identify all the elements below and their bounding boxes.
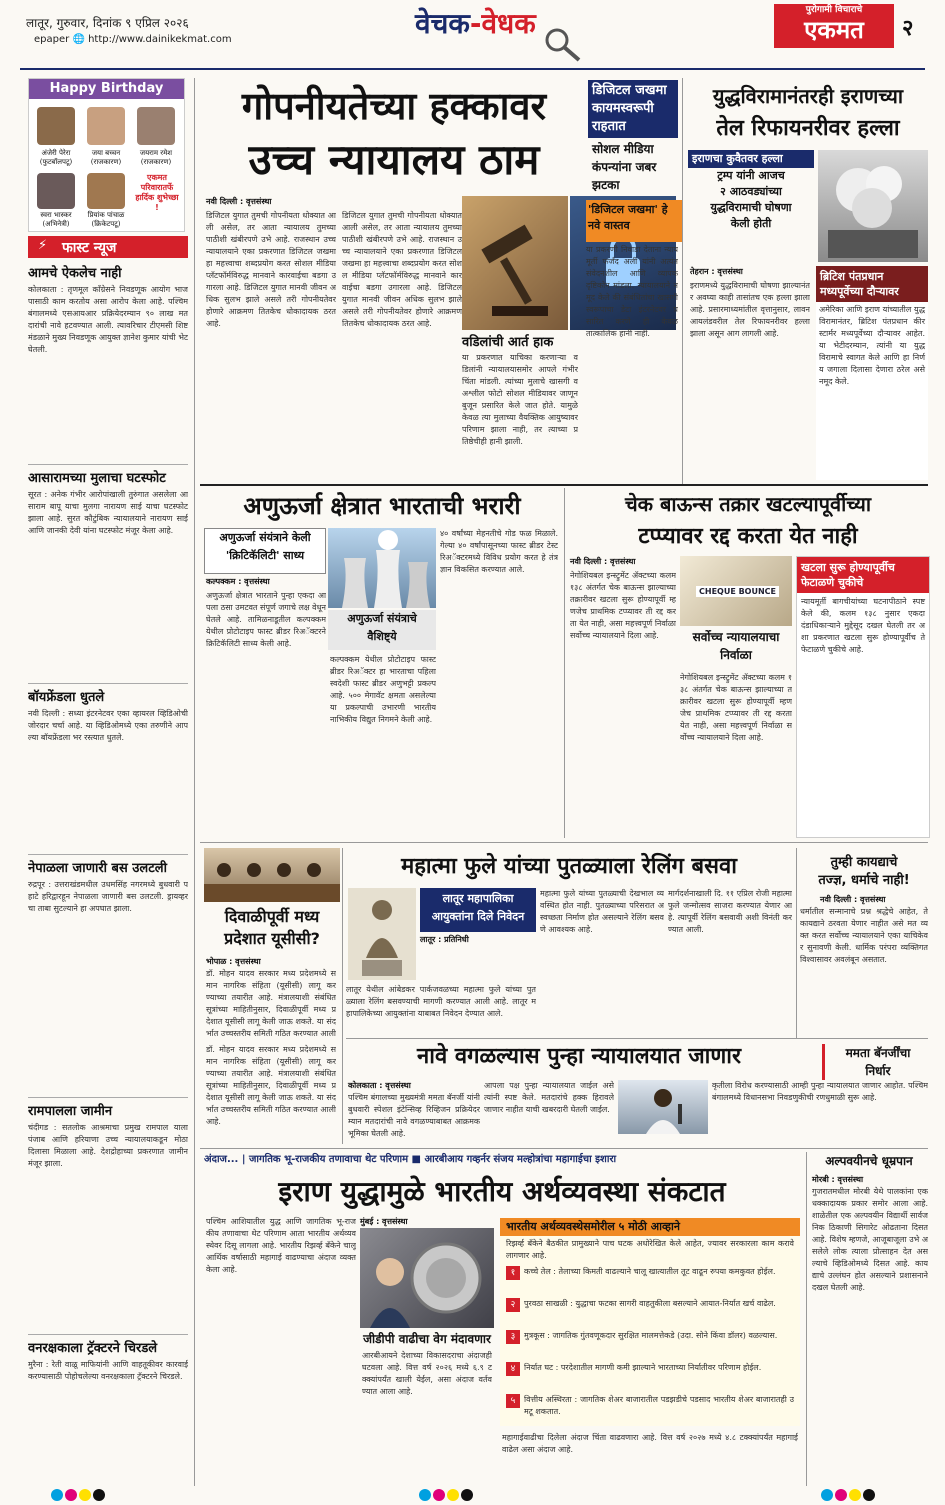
challenge-number: १ — [506, 1266, 520, 1280]
website-link[interactable]: http://www.dainikekmat.com — [88, 34, 232, 45]
globe-icon: 🌐 — [72, 34, 85, 45]
challenge-number: ५ — [506, 1394, 520, 1408]
cheque-col1: नेगोशियबल इन्स्ट्रुमेंट ॲक्टच्या कलम १३८ अंतर्गत चेक बाऊन्स झाल्याच्या तक्रारीवर खटला सुरू होण्यापूर्वी म्हणजेच प्राथमिक टप्प्यावर ती रद्द करता येत नाही, असा महत्त्वपूर्ण निर्वाळा सर्वोच्च न्यायालयाने दिला आहे. — [570, 571, 676, 640]
challenge-text: मुत्रकूस : जागतिक गुंतवणूकदार सुरक्षित मालमत्तेकडे (उदा. सोने किंवा डॉलर) वळल्यास. — [524, 1331, 778, 1340]
law-headline-line1: तुम्ही कायद्याचे — [830, 855, 898, 870]
registration-mark — [447, 1489, 459, 1501]
birthday-panel — [28, 78, 185, 232]
highlight-line: केली होती — [730, 217, 772, 230]
cheque-photo — [680, 556, 792, 626]
uk-pm-box — [816, 266, 928, 480]
kicker-line: डिजिटल जखमा — [592, 83, 667, 98]
features-line2: वैशिष्ट्ये — [367, 630, 397, 643]
lead-headline — [204, 80, 584, 188]
challenge-text: कच्चे तेल : तेलाच्या किमती वाढल्याने चालू खात्यातील तूट वाढून रुपया कमकुवत होईल. — [524, 1267, 776, 1276]
cheque-col2: नेगोशियबल इन्स्ट्रुमेंट ॲक्टच्या कलम १३८ अंतर्गत चेक बाऊन्स झाल्याच्या तक्रारीवर खटला सुरू होण्यापूर्वी म्हणजेच प्राथमिक टप्प्यावर ती रद्द करता येत नाही, असा महत्त्वपूर्ण निर्वाळा सर्वोच्च न्यायालयाने दिला आहे. — [680, 673, 792, 742]
iran-headline-line1: युद्धविरामानंतरही इराणच्या — [712, 84, 904, 108]
sc-verdict — [680, 628, 792, 668]
phule-col3: मार्गदर्शनाखाली दि. ११ एप्रिल रोजी महात्मा फुले जन्मोत्सव साजरा करण्यात येणार आहे. त्यापूर्वी रेलिंग बसवावी अशी विनंती करण्यात आली. — [668, 889, 792, 934]
nuclear-dateline: कल्पक्कम : वृत्तसंस्था — [206, 577, 270, 586]
phule-sub-line1: लातूर महापालिका — [442, 892, 514, 905]
tagline: पुरोगामी विचाराचे — [805, 5, 863, 15]
avatar — [87, 173, 125, 209]
challenges-title: भारतीय अर्थव्यवस्थेसमोरील ५ मोठी आव्हाने — [500, 1218, 800, 1236]
registration-mark — [51, 1489, 63, 1501]
magnifier-icon — [543, 28, 583, 64]
side-note-line: झटका — [592, 178, 620, 192]
ucc-dateline: भोपाळ : वृत्तसंस्था — [206, 957, 261, 966]
challenge-number: २ — [506, 1298, 520, 1312]
gdp-text: आरबीआयने देशाच्या विकासदराचा अंदाजही घटवला आहे. वित्त वर्ष २०२६ मध्ये ६.९ टक्क्यांपर्यंत खाली येईल, असा अंदाज वर्तवण्यात आला आहे. — [362, 1351, 492, 1396]
news-headline: बॉयफ्रेंडला धुतले — [28, 690, 105, 705]
phule-col2: महात्मा फुले यांच्या पुतळ्याची देखभाल व्यवस्थित होत नाही. पुतळ्याच्या परिसरात अस्वच्छता निर्माण होत असल्याने रेलिंग बसवणे आवश्यक आहे. — [540, 889, 664, 934]
challenge-text: वित्तीय अस्थिरता : जागतिक शेअर बाजारातील पडझडीचे पडसाद भारतीय शेअर बाजारातही उमटू शकतात. — [524, 1395, 794, 1416]
economy-bottom: महागाईवाढीचा दिलेला अंदाज चिंता वाढवणारा आहे. वित्त वर्ष २०२७ मध्ये ४.८ टक्क्यांपर्यंत महागाई वाढेल असा अंदाज आहे. — [502, 1433, 798, 1454]
side-note-line: सोशल मीडिया — [592, 142, 654, 156]
registration-mark — [433, 1489, 445, 1501]
registration-mark — [863, 1489, 875, 1501]
list-item — [28, 859, 188, 1098]
gavel-icon — [462, 196, 568, 330]
fast-news-header — [28, 236, 188, 258]
cheque-box-text: न्यायमूर्ती बागचीयांच्या घटनापीठाने स्पष्ट केले की, कलम १३८ नुसार एकदा दंडाधिकाऱ्याने मुद्देसूद दखल घेतली तर अशा प्रकरणात खटला सुरू होण्यापूर्वीच ते फेटाळणे चुकीचे आहे. — [801, 597, 925, 654]
challenge-number: ४ — [506, 1362, 520, 1376]
challenge-row — [506, 1298, 794, 1328]
lead-photo-caption: वडिलांची आर्त हाक — [462, 335, 554, 350]
iran-sub — [688, 150, 814, 262]
cheque-headline-line2: टप्प्यावर रद्द करता येत नाही — [638, 524, 858, 549]
economy-dateline: मुंबई : वृत्तसंस्था — [360, 1217, 408, 1226]
people-icon — [204, 848, 340, 902]
avatar — [87, 107, 125, 145]
person-name: स्वरा भास्कर — [40, 211, 72, 219]
rbi-photo — [360, 1228, 494, 1328]
lead-dateline: नवी दिल्ली : वृत्तसंस्था — [206, 197, 272, 206]
news-text: चंदीगड : सतलोक आश्रमाचा प्रमुख रामपाल याला पंजाब आणि हरियाणा उच्च न्यायालयाकडून मोठा दिलासा मिळाला आहे. देशद्रोहाच्या प्रकरणात जामीन मंजूर झाला. — [28, 1123, 188, 1168]
birthday-title: Happy Birthday — [29, 79, 184, 99]
phule-dateline: लातूर : प्रतिनिधी — [420, 935, 469, 944]
kicker-line: कायमस्वरूपी — [592, 101, 654, 116]
fast-news-title: फास्ट न्यूज — [62, 240, 117, 256]
list-item — [28, 688, 188, 855]
news-headline: नेपाळला जाणारी बस उलटली — [28, 861, 167, 876]
highlight-line: युद्धविरामाची घोषणा — [710, 201, 792, 214]
cheque-headline-line1: चेक बाऊन्स तक्रार खटल्यापूर्वीच्या — [624, 492, 872, 516]
registration-mark — [849, 1489, 861, 1501]
registration-marks-left — [50, 1486, 106, 1505]
challenge-row — [506, 1362, 794, 1392]
mamata-dateline: कोलकाता : वृत्तसंस्था — [348, 1081, 411, 1090]
masthead — [774, 4, 894, 48]
challenge-number: ३ — [506, 1330, 520, 1344]
mamata-side-line2: निर्धार — [865, 1064, 891, 1078]
registration-marks-center — [418, 1486, 474, 1505]
person-role: (फुटबॉलपटू) — [39, 158, 73, 166]
section-title-right: वेधक — [481, 7, 536, 40]
nuclear-col3: ४० वर्षांच्या मेहनतीचे गोड फळ मिळाले. गेल्या ४० वर्षांपासूनच्या फास्ट ब्रीडर टेस्ट रिअॅक्टरमध्ये विविध प्रयोग करत हे तंत्रज्ञान विकसित करण्यात आले. — [440, 529, 558, 574]
iran-sub-heading: इराणचा कुवैतवर हल्ला — [688, 150, 814, 168]
nuclear-headline: अणुऊर्जा क्षेत्रात भारताची भरारी — [243, 492, 521, 520]
news-text: रुद्रपूर : उत्तराखंडमधील उधमसिंह नगरमध्ये बुधवारी पहाटे हरिद्वारहून नेपाळला जाणारी बस उलटली. ड्रायव्हरचा ताबा सुटल्याने हा अपघात झाला. — [28, 880, 188, 913]
news-text: नवी दिल्ली : सध्या इंटरनेटवर एका व्हायरल व्हिडिओची जोरदार चर्चा आहे. या व्हिडिओमध्ये एका तरुणीने आपल्या बॉयफ्रेंडला भर रस्त्यात धुतले. — [28, 709, 188, 742]
law-dateline: नवी दिल्ली : वृत्तसंस्था — [820, 895, 886, 904]
sc-verdict-line2: निर्वाळा — [720, 648, 752, 662]
challenge-text: निर्यात घट : परदेशातील मागणी कमी झाल्याने भारताच्या निर्यातीवर परिणाम होईल. — [524, 1363, 762, 1372]
person-role: (राजकारण) — [140, 158, 172, 166]
person-name: जयराम रमेश — [139, 149, 173, 157]
epaper-line — [34, 34, 232, 45]
smoke-icon — [818, 150, 928, 262]
avatar — [37, 107, 75, 145]
registration-mark — [419, 1489, 431, 1501]
statue-icon — [348, 888, 416, 980]
lead-col1b: डिजिटल युगात तुमची गोपनीयता धोक्यात आली असेल, तर आता न्यायालय तुमच्या पाठीशी खंबीरपणे उभे आहे. राजस्थान उच्च न्यायालयाने एका प्रकरणात डिजिटल जखमा हा महत्त्वाचा शब्दप्रयोग करत सोशल मीडिया प्लॅटफॉर्मविरुद्ध मानवाने कारवाईचा बडगा उगारला आहे. डिजिटल युगात मानवी जीवन अधिक सुलभ झाले असले तरी गोपनीयतेवर होणारे आक्रमण तितकेच धोकादायक ठरत आहे. — [342, 211, 462, 328]
mamata-col1: पश्चिम बंगालच्या मुख्यमंत्री ममता बॅनर्जी यांनी बुधवारी स्पेशल इंटेन्सिव्ह रिव्हिजन प्रक्रियेदरम्यान मतदारांची नावे वगळण्याबाबत आक्रमक भूमिका घेतली आहे. — [348, 1093, 480, 1138]
ucc-headline — [204, 906, 340, 950]
news-text: सूरत : अनेक गंभीर आरोपांखाली तुरुंगात असलेला आसाराम बापू याचा मुलगा नारायण साई याचा घटस्फोट झाला आहे. सुरत कौटुंबिक न्यायालयाने नारायण साई आणि जानकी देवी यांना घटस्फोट मंजूर केला आहे. — [28, 490, 188, 535]
lead-kicker — [588, 80, 678, 138]
meeting-photo — [204, 848, 340, 902]
news-text: मुरैना : रेती वाळू माफियांनी आणि वाहतूकीवर कारवाई करण्यासाठी पोहोचलेल्या वनरक्षकाला ट्रॅक्टरने चिरडले. — [28, 1360, 188, 1381]
phule-headline: महात्मा फुले यांच्या पुतळ्याला रेलिंग बसवा — [401, 854, 737, 879]
page-number: २ — [902, 16, 914, 41]
smoking-text: गुजरातमधील मोरबी येथे पालकांना एक धक्कादायक प्रकार समोर आला आहे. शाळेतील एक अल्पवयीन विद्यार्थी सार्वजनिक ठिकाणी सिगारेट ओढताना दिसत आहे. विशेष म्हणजे, आजूबाजूला उभे असलेले लोक त्याला प्रोत्साहन देत असल्याचे व्हिडिओमध्ये दिसत आहे. कायद्याचे उल्लंघन होत असल्याने प्रशासनाने दखल घेतली आहे. — [812, 1187, 928, 1292]
avatar — [37, 173, 75, 209]
lead-headline-line1: गोपनीयतेच्या हक्कावर — [241, 84, 547, 128]
nuclear-sub-line1: अणुऊर्जा संयंत्राने केली — [219, 531, 311, 544]
nuclear-sub — [204, 528, 326, 574]
lead-photo — [462, 196, 568, 330]
registration-mark — [821, 1489, 833, 1501]
registration-mark — [835, 1489, 847, 1501]
ucc-text-b: डॉ. मोहन यादव सरकार मध्य प्रदेशमध्ये समान नागरिक संहिता (यूसीसी) लागू करण्याच्या तयारीत आहे. मंत्रालयाशी संबंधित सूत्रांच्या माहितीनुसार, दिवाळीपूर्वी मध्य प्रदेशात यूसीसी लागू केली जाऊ शकते. या संदर्भात उच्चस्तरीय समिती गठित करण्यात आली आहे. — [206, 1045, 336, 1126]
mamata-col2: आपला पक्ष पुन्हा न्यायालयात जाईल असे त्यांनी स्पष्ट केले. मतदारांचे हक्क हिरावले जाणार नाहीत याची खबरदारी घेतली जाईल. — [484, 1081, 614, 1114]
nuclear-sub-line2: 'क्रिटिकॅलिटी' साध्य — [225, 549, 305, 562]
person-role: (राजकारण) — [90, 158, 122, 166]
kicker-line: राहतात — [592, 119, 626, 134]
masthead-logo: एकमत — [804, 16, 864, 44]
mamata-side-line1: ममता बॅनर्जींचा — [845, 1046, 911, 1060]
iran-highlight — [688, 168, 814, 232]
uk-pm-text: अमेरिका आणि इराण यांच्यातील युद्धविरामानंतर, ब्रिटिश पंतप्रधान कीर स्टार्मर मध्यपूर्वेच्या दौऱ्यावर आहेत. या भेटीदरम्यान, त्यांनी या युद्धविरामाचे स्वागत केले आणि हा निर्णय जगाला दिलासा देणारा ठरेल असे नमूद केले. — [819, 305, 925, 386]
person-role: (अभिनेत्री) — [42, 220, 70, 228]
news-headline: आमचे ऐकलेच नाही — [28, 266, 122, 281]
challenges-box — [500, 1218, 800, 1426]
cheque-photo-label: CHEQUE BOUNCE — [696, 586, 779, 597]
cheque-headline — [568, 488, 928, 554]
sc-verdict-line1: सर्वोच्च न्यायालयाचा — [692, 630, 780, 644]
phule-sub-line2: आयुक्तांना दिले निवेदन — [431, 910, 525, 923]
ucc-text: डॉ. मोहन यादव सरकार मध्य प्रदेशमध्ये समान नागरिक संहिता (यूसीसी) लागू करण्याच्या तयारीत आहे. मंत्रालयाशी संबंधित सूत्रांच्या माहितीनुसार, दिवाळीपूर्वी मध्य प्रदेशात यूसीसी लागू केली जाऊ शकते. या संदर्भात उच्चस्तरीय समिती गठित करण्यात आली — [206, 969, 336, 1038]
list-item — [28, 1102, 188, 1335]
refinery-photo — [818, 150, 928, 262]
person-name: जया बच्चन — [91, 149, 121, 157]
highlight-line: २ आठवड्यांच्या — [720, 185, 782, 198]
mamata-photo — [618, 1080, 708, 1134]
list-item — [28, 264, 188, 465]
phule-sub — [420, 888, 536, 932]
ucc-headline-line1: दिवाळीपूर्वी मध्य — [224, 907, 320, 926]
news-text: कोलकाता : तृणमूल काँग्रेसने निवडणूक आयोग भाजपासाठी काम करतोय असा आरोप केला आहे. पश्चिम बंगालमध्ये एसआयआर प्रक्रियेदरम्यान ९० लाख मतदारांची नावे हटवण्यात आली. त्यावरिचार टीएमसी शिष्टमंडळाने मुख्य निवडणूक आयुक्त ज्ञानेश कुमार यांची भेट घेतली. — [28, 285, 188, 354]
person-name: प्रियांक पांचाळ — [87, 211, 125, 219]
news-headline: वनरक्षकाला ट्रॅक्टरने चिरडले — [28, 1341, 158, 1356]
lead-col3-heading: 'डिजिटल जखमा' हे नवे वास्तव — [586, 200, 682, 242]
speaker-icon — [618, 1080, 708, 1134]
iran-headline — [688, 80, 928, 146]
law-headline-line2: तज्ज्ञ, धर्माचे नाही! — [818, 873, 910, 888]
features-line1: अणुऊर्जा संयंत्राचे — [347, 612, 417, 625]
registration-marks-right — [820, 1486, 876, 1505]
fast-news-column — [28, 264, 188, 1486]
registration-mark — [79, 1489, 91, 1501]
iran-dateline: तेहरान : वृत्तसंस्था — [690, 267, 743, 276]
lead-col3: या प्रकरणी निवाडा देताना न्यायमूर्ती फर्जंद अली यांनी अत्यंत संवेदनशील आणि व्यापक दृष्टिकोन मांडला. न्यायालयाने नमूद केले की संबंधितांचा खासगी स्वरूपाचा डेटा इंटरनेटवर प्रसारित करणे ही केवळ तात्कालिक हानी नाही. — [586, 245, 678, 338]
iran-text: इराणमध्ये युद्धविरामाची घोषणा झाल्यानंतर अवघ्या काही तासांतच एक हल्ला झाला आहे. प्रसारमाध्यमांतील वृत्तानुसार, लावन आयलंडवरील तेल रिफायनरीवर हल्ला झाला असून आग लागली आहे. — [690, 281, 810, 338]
registration-mark — [65, 1489, 77, 1501]
lead-col2: या प्रकरणात याचिका करणाऱ्या वडिलांनी न्यायालयासमोर आपले गंभीर चिंता मांडली. त्यांच्या मुलाचे खासगी व अश्लील फोटो सोशल मीडियावर जाणूनबुजून प्रसारित केले जात होते. यामुळे केवळ त्या मुलाच्या वैयक्तिक आयुष्यावर परिणाम झाला नाही, तर त्याच्या प्रतिष्ठेचीही हानी झाली. — [462, 353, 578, 446]
dateline: लातूर, गुरुवार, दिनांक ९ एप्रिल २०२६ — [26, 16, 189, 30]
nuclear-col2: कल्पक्कम येथील प्रोटोटाइप फास्ट ब्रीडर रिअॅक्टर हा भारताचा पहिला स्वदेशी फास्ट ब्रीडर अणुभट्टी प्रकल्प आहे. ५०० मेगावॅट क्षमता असलेल्या या प्रकल्पाची उभारणी भारतीय नाभिकीय विद्युत निगमने केली आहे. — [330, 655, 436, 724]
economy-headline: इराण युद्धामुळे भारतीय अर्थव्यवस्था संकटात — [278, 1175, 726, 1208]
cooling-tower-icon — [328, 528, 436, 608]
mamata-headline: नावे वगळल्यास पुन्हा न्यायालयात जाणार — [417, 1044, 741, 1069]
news-headline: आसारामच्या मुलाचा घटस्फोट — [28, 471, 166, 486]
person-name: अंजेरी पेरेरा — [41, 149, 71, 157]
gdp-caption: जीडीपी वाढीचा वेग मंदावणार — [363, 1332, 491, 1346]
smoking-headline: अल्पवयीनचे धूम्रपान — [825, 1154, 913, 1168]
economy-kicker: अंदाज... | जागतिक भू-राजकीय तणावाचा थेट परिणाम ■ आरबीआय गव्हर्नर संजय मल्होत्रांचा महागाईचा इशारा — [204, 1154, 617, 1165]
reactor-photo — [328, 528, 436, 608]
iran-headline-line2: तेल रिफायनरीवर हल्ला — [716, 116, 900, 141]
challenge-row — [506, 1330, 794, 1360]
smoking-dateline: मोरबी : वृत्तसंस्था — [812, 1175, 864, 1184]
person-role: (क्रिकेटपटू) — [91, 220, 121, 228]
registration-mark — [461, 1489, 473, 1501]
section-title: वेचक-वेधक — [415, 7, 536, 40]
epaper-label: epaper — [34, 34, 70, 45]
phule-col1: लातूर येथील आंबेडकर पार्कजवळच्या महात्मा फुले यांच्या पुतळ्याला रेलिंग बसवण्याची मागणी करण्यात आली आहे. लातूर महापालिकेच्या आयुक्तांना याबाबत निवेदन देण्यात आले. — [346, 985, 536, 1018]
cheque-dateline: नवी दिल्ली : वृत्तसंस्था — [570, 557, 636, 566]
side-note-line: कंपन्यांना जबर — [592, 160, 657, 174]
list-item — [28, 1339, 188, 1479]
highlight-line: ट्रम्प यांनी आजच — [717, 169, 785, 182]
phule-statue-photo — [348, 888, 416, 980]
law-text: धर्मातील सन्मानाचे प्रश्न श्रद्धेचे आहेत, ते कायद्याने ठरवता येणार नाहीत असे मत व्यक्त करत सर्वोच्च न्यायालयाने एका याचिकेवर सुनावणी केली. धार्मिक परंपरा व्यक्तिगत विश्वासावर अवलंबून असतात. — [800, 907, 928, 964]
challenge-row — [506, 1394, 794, 1424]
challenge-row — [506, 1266, 794, 1296]
law-headline — [800, 854, 928, 890]
bolt-icon: ⚡ — [38, 238, 48, 253]
news-headline: रामपालला जामीन — [28, 1104, 113, 1119]
challenge-text: पुरवठा साखळी : युद्धाचा फटका सागरी वाहतुकीला बसल्याने आयात-निर्यात खर्च वाढेल. — [524, 1299, 776, 1308]
lead-col1: डिजिटल युगात तुमची गोपनीयता धोक्यात आली असेल, तर आता न्यायालय तुमच्या पाठीशी खंबीरपणे उभे आहे. राजस्थान उच्च न्यायालयाने एका प्रकरणात डिजिटल जखमा हा महत्त्वाचा शब्दप्रयोग करत सोशल मीडिया प्लॅटफॉर्मविरुद्ध मानवाने कारवाईचा बडगा उगारला आहे. डिजिटल युगात मानवी जीवन अधिक सुलभ झाले असले तरी गोपनीयतेवर होणारे आक्रमण तितकेच धोकादायक ठरत आहे. — [206, 211, 336, 328]
lead-side-note — [588, 138, 678, 194]
ucc-headline-line2: प्रदेशात यूसीसी? — [224, 929, 320, 948]
challenges-intro: रिझर्व्ह बँकेने बैठकीत प्रामुख्याने पाच घटक अधोरेखित केले आहेत, ज्यावर सरकारला काम करावे लागणार आहे. — [506, 1239, 794, 1260]
cheque-box-title: खटला सुरू होण्यापूर्वीच फेटाळणे चुकीचे — [797, 557, 929, 593]
uk-pm-title: ब्रिटिश पंतप्रधान मध्यपूर्वेच्या दौऱ्यावर — [816, 266, 928, 302]
nuclear-features-box — [328, 610, 436, 650]
nuclear-col1: अणुऊर्जा क्षेत्रात भारताने पुन्हा एकदा आपला ठसा उमटवत संपूर्ण जगाचे लक्ष वेधून घेतले आहे. तामिळनाडूतील कल्पक्कम येथील प्रोटोटाइप फास्ट ब्रीडर रिअॅक्टरने क्रिटिकॅलिटी साध्य केली आहे. — [206, 591, 326, 648]
rbi-emblem-icon — [360, 1228, 494, 1328]
avatar — [137, 107, 175, 145]
registration-mark — [93, 1489, 105, 1501]
list-item — [28, 469, 188, 684]
birthday-wish: एकमत परिवारातर्फे हार्दिक शुभेच्छा ! — [135, 173, 179, 212]
lead-kicker-box — [588, 80, 678, 194]
mamata-side — [822, 1044, 931, 1080]
section-title-left: वेचक — [415, 7, 470, 40]
lead-headline-line2: उच्च न्यायालय ठाम — [248, 135, 540, 184]
cheque-box — [796, 556, 930, 838]
mamata-col3: कृतीला विरोध करण्यासाठी आम्ही पुन्हा न्यायालयात जाणार आहोत. पश्चिम बंगालमध्ये विधानसभा निवडणुकीची रणधुमाळी सुरू आहे. — [712, 1081, 928, 1102]
economy-text: पश्चिम आशियातील युद्ध आणि जागतिक भू-राजकीय तणावाचा थेट परिणाम आता भारतीय अर्थव्यवस्थेवर दिसू लागला आहे. भारतीय रिझर्व्ह बँकेने चालू आर्थिक वर्षासाठी महागाई वाढण्याचा अंदाज व्यक्त केला आहे. — [206, 1217, 356, 1274]
